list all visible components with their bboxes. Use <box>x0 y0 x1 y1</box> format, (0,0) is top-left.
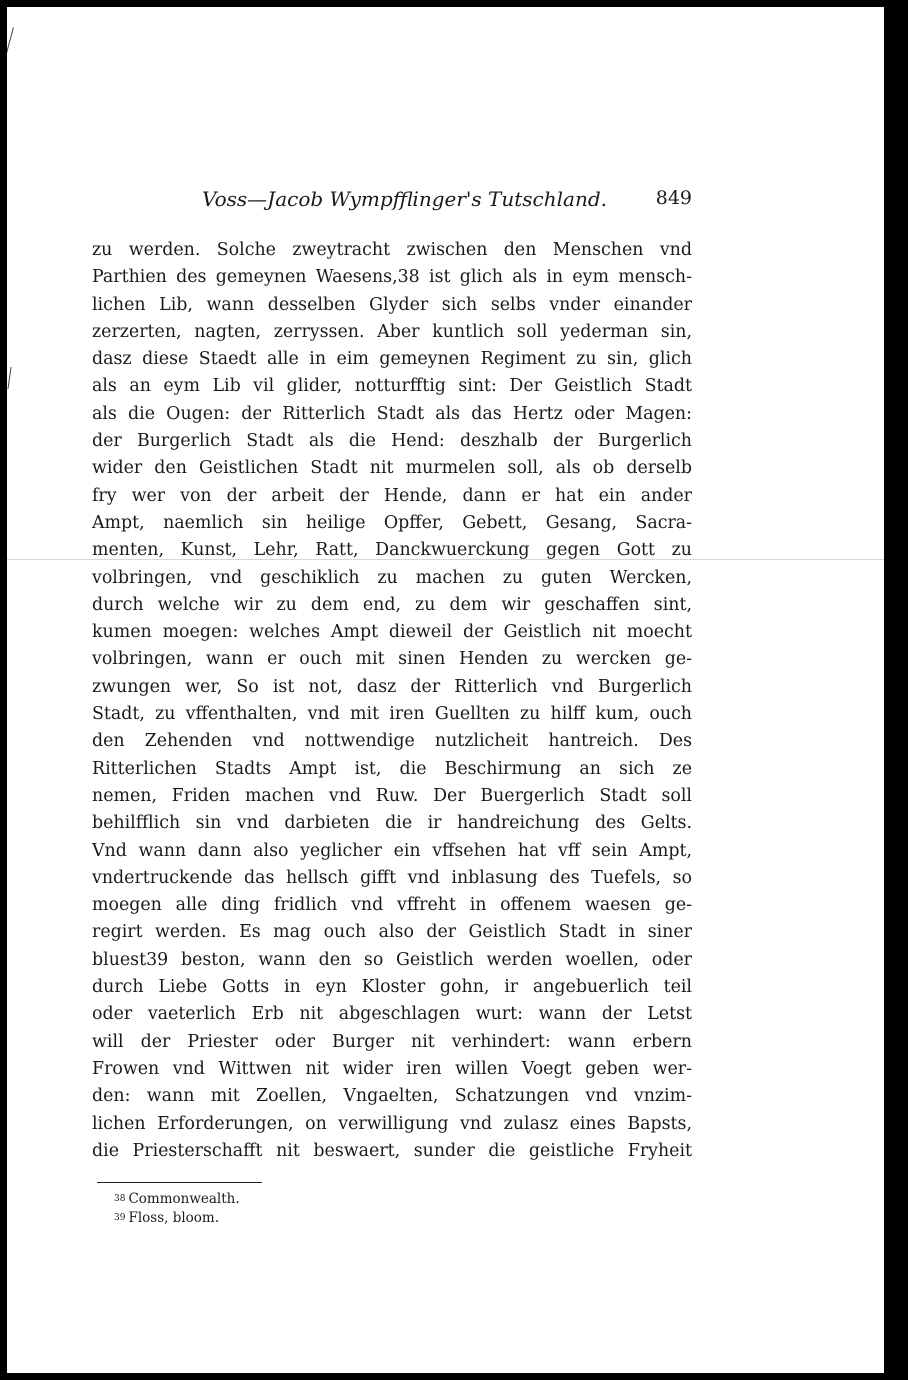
text-line: dasz diese Staedt alle in eim gemeynen Regiment zu sin, glich <box>92 349 692 370</box>
text-line: Ritterlichen Stadts Ampt ist, die Beschirmung an sich ze <box>92 758 692 779</box>
footnote-number: 38 <box>114 1194 126 1204</box>
footnote-number: 39 <box>114 1213 126 1223</box>
text-line: nemen, Friden machen vnd Ruw. Der Buergerlich Stadt soll <box>92 785 692 806</box>
running-head <box>202 187 692 217</box>
text-line: als an eym Lib vil glider, notturfftig sint: Der Geistlich Stadt <box>92 376 692 397</box>
text-line: Vnd wann dann also yeglicher ein vffsehen hat vff sein Ampt, <box>92 840 692 861</box>
text-line: den: wann mit Zoellen, Vngaelten, Schatzungen vnd vnzim- <box>92 1086 692 1107</box>
text-line: Stadt, zu vffenthalten, vnd mit iren Guellten zu hilff kum, ouch <box>92 704 692 725</box>
text-line: volbringen, vnd geschiklich zu machen zu guten Wercken, <box>92 567 692 588</box>
footnotes <box>114 1190 240 1228</box>
text-line: fry wer von der arbeit der Hende, dann er hat ein ander <box>92 485 692 506</box>
text-line: zwungen wer, So ist not, dasz der Ritterlich vnd Burgerlich <box>92 676 692 697</box>
page-number: 849 <box>655 187 692 209</box>
text-line: lichen Lib, wann desselben Glyder sich selbs vnder einander <box>92 294 692 315</box>
text-line: regirt werden. Es mag ouch also der Geistlich Stadt in siner <box>92 922 692 943</box>
margin-mark <box>7 367 11 389</box>
text-line: kumen moegen: welches Ampt dieweil der Geistlich nit moecht <box>92 622 692 643</box>
text-line: wider den Geistlichen Stadt nit murmelen soll, als ob derselb <box>92 458 692 479</box>
text-line: bluest39 beston, wann den so Geistlich werden woellen, oder <box>92 949 692 970</box>
text-line: zerzerten, nagten, zerryssen. Aber kuntlich soll yederman sin, <box>92 321 692 342</box>
text-line: zu werden. Solche zweytracht zwischen den Menschen vnd <box>92 240 692 260</box>
text-line: durch welche wir zu dem end, zu dem wir geschaffen sint, <box>92 594 692 615</box>
text-line: lichen Erforderungen, on verwilligung vnd zulasz eines Bapsts, <box>92 1113 692 1134</box>
footnote-text: Floss, bloom. <box>128 1210 220 1226</box>
text-line: durch Liebe Gotts in eyn Kloster gohn, ir angebuerlich teil <box>92 977 692 998</box>
footnote-rule <box>97 1182 262 1183</box>
text-line: oder vaeterlich Erb nit abgeschlagen wurt: wann der Letst <box>92 1004 692 1025</box>
text-line: den Zehenden vnd nottwendige nutzlicheit hantreich. Des <box>92 731 692 752</box>
document-page <box>7 7 884 1373</box>
text-line: als die Ougen: der Ritterlich Stadt als das Hertz oder Magen: <box>92 403 692 424</box>
text-line: will der Priester oder Burger nit verhindert: wann erbern <box>92 1031 692 1052</box>
text-line: die Priesterschafft nit beswaert, sunder die geistliche Fryheit <box>92 1140 692 1161</box>
text-line: moegen alle ding fridlich vnd vffreht in offenem waesen ge- <box>92 895 692 916</box>
text-line: Frowen vnd Wittwen nit wider iren willen Voegt geben wer- <box>92 1058 692 1079</box>
text-line: behilfflich sin vnd darbieten die ir handreichung des Gelts. <box>92 813 692 834</box>
text-line: der Burgerlich Stadt als die Hend: deszhalb der Burgerlich <box>92 431 692 452</box>
text-line: volbringen, wann er ouch mit sinen Henden zu wercken ge- <box>92 649 692 670</box>
footnote <box>114 1209 240 1228</box>
text-line: Parthien des gemeynen Waesens,38 ist glich als in eym mensch- <box>92 267 692 288</box>
text-line: menten, Kunst, Lehr, Ratt, Danckwuerckung gegen Gott zu <box>92 540 692 561</box>
footnote-text: Commonwealth. <box>128 1191 240 1207</box>
margin-mark <box>7 27 14 56</box>
text-line: vndertruckende das hellsch gifft vnd inblasung des Tuefels, so <box>92 867 692 888</box>
body-text <box>92 237 692 1165</box>
running-title: Voss—Jacob Wympfflinger's Tutschland. <box>202 187 607 211</box>
footnote <box>114 1190 240 1209</box>
text-line: Ampt, naemlich sin heilige Opffer, Gebett, Gesang, Sacra- <box>92 512 692 533</box>
